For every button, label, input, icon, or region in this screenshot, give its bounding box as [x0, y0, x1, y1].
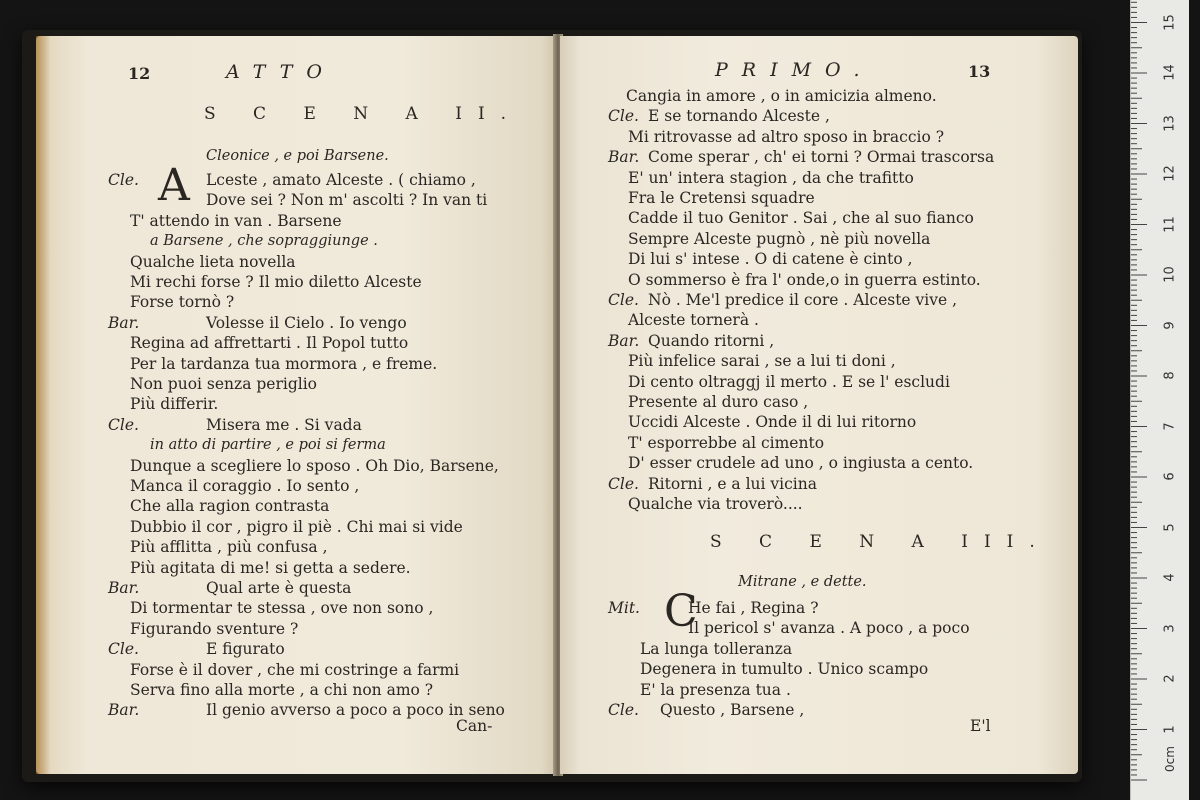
- verse-line: a Barsene , che sopraggiunge .: [150, 233, 378, 250]
- ruler-number: 12: [1162, 165, 1178, 182]
- verse-line: Volesse il Cielo . Io vengo: [206, 313, 407, 332]
- verse-line: Mi ritrovasse ad altro sposo in braccio ?: [628, 127, 945, 146]
- verse-line: Regina ad affrettarti . Il Popol tutto: [130, 334, 409, 353]
- verse-line: Dubbio il cor , pigro il piè . Chi mai si vide: [130, 517, 463, 536]
- verse-line: Che alla ragion contrasta: [130, 497, 330, 516]
- verse-line: Alceste tornerà .: [628, 311, 759, 330]
- left-scene-title: S C E N A II.: [204, 104, 523, 124]
- speaker-label: Bar.: [108, 701, 140, 720]
- right-page-text: [560, 36, 1078, 774]
- verse-line: Il genio avverso a poco a poco in seno: [206, 701, 505, 720]
- speaker-label: Cle.: [608, 291, 639, 309]
- verse-line: Figurando sventure ?: [130, 619, 299, 638]
- verse-line: Cadde il tuo Genitor . Sai , che al suo fianco: [628, 209, 974, 228]
- verse-line: O sommerso è fra l' onde,o in guerra estinto.: [628, 270, 981, 289]
- left-catchword: Can-: [456, 717, 493, 735]
- verse-line: Cangia in amore , o in amicizia almeno.: [626, 87, 937, 105]
- verse-line: Mi rechi forse ? Il mio diletto Alceste: [130, 273, 422, 291]
- verse-line: Di cento oltraggj il merto . E se l' escludi: [628, 372, 950, 391]
- verse-line: Degenera in tumulto . Unico scampo: [640, 660, 929, 679]
- right-page: [560, 36, 1078, 774]
- verse-line: Questo , Barsene ,: [660, 701, 805, 719]
- verse-line: E' la presenza tua .: [640, 680, 791, 699]
- ruler-number: 5: [1162, 522, 1178, 532]
- page-edge-stain: [36, 36, 50, 774]
- right-page-number: 13: [968, 62, 991, 81]
- ruler-number: 15: [1162, 13, 1178, 31]
- verse-line: Più afflitta , più confusa ,: [130, 538, 328, 557]
- verse-line: Il pericol s' avanza . A poco , a poco: [688, 619, 970, 638]
- speaker-label: Bar.: [608, 331, 640, 350]
- verse-line: Più agitata di me! si getta a sedere.: [130, 558, 411, 577]
- verse-line: Nò . Me'l predice il core . Alceste vive ,: [648, 291, 958, 309]
- ruler-number: 1: [1162, 724, 1178, 734]
- right-drop-cap: C: [664, 586, 698, 637]
- right-characters: Mitrane , e dette.: [738, 574, 867, 590]
- speaker-label: Cle.: [108, 415, 139, 434]
- speaker-label: Cle.: [608, 474, 639, 493]
- verse-line: T' esporrebbe al cimento: [628, 433, 825, 452]
- verse-line: Lceste , amato Alceste . ( chiamo ,: [206, 171, 476, 189]
- speaker-label: Bar.: [108, 579, 140, 597]
- verse-line: T' attendo in van . Barsene: [130, 211, 342, 230]
- ruler-number: 4: [1162, 573, 1178, 582]
- left-page-text: [36, 36, 557, 774]
- ruler-number: 10: [1162, 266, 1178, 283]
- ruler-ticks: [1131, 0, 1189, 800]
- speaker-label: Cle.: [608, 701, 639, 719]
- verse-line: in atto di partire , e poi si ferma: [150, 437, 386, 454]
- speaker-label: Bar.: [608, 148, 640, 167]
- ruler-number: 11: [1162, 215, 1178, 233]
- verse-line: Dove sei ? Non m' ascolti ? In van ti: [206, 191, 488, 210]
- ruler-number: 14: [1162, 64, 1178, 81]
- left-running-title: ATTO: [226, 61, 336, 83]
- verse-line: He fai , Regina ?: [688, 599, 819, 617]
- verse-line: Serva fino alla morte , a chi non amo ?: [130, 681, 434, 699]
- ruler-number: 6: [1162, 472, 1178, 481]
- verse-line: Fra le Cretensi squadre: [628, 189, 815, 207]
- verse-line: Quando ritorni ,: [648, 331, 775, 350]
- speaker-label: Cle.: [608, 107, 639, 126]
- verse-line: Più differir.: [130, 395, 219, 414]
- verse-line: Di lui s' intese . O di catene è cinto ,: [628, 250, 913, 269]
- left-page-number: 12: [128, 64, 151, 83]
- verse-line: Di tormentar te stessa , ove non sono ,: [130, 599, 434, 618]
- speaker-label: Bar.: [108, 313, 140, 332]
- verse-line: E' un' intera stagion , da che trafitto: [628, 168, 914, 187]
- ruler-number: 9: [1162, 320, 1178, 330]
- right-catchword: E'l: [970, 717, 991, 735]
- verse-line: E se tornando Alceste ,: [648, 107, 830, 126]
- verse-line: Qual arte è questa: [206, 579, 352, 597]
- verse-line: Manca il coraggio . Io sento ,: [130, 477, 360, 495]
- right-scene-title: S C E N A III.: [710, 532, 1051, 552]
- verse-line: Qualche lieta novella: [130, 252, 296, 271]
- verse-line: Presente al duro caso ,: [628, 393, 809, 411]
- left-characters: Cleonice , e poi Barsene.: [206, 148, 389, 164]
- verse-line: Forse è il dover , che mi costringe a farmi: [130, 660, 460, 679]
- verse-line: Dunque a scegliere lo sposo . Oh Dio, Barsene,: [130, 456, 499, 475]
- verse-line: Più infelice sarai , se a lui ti doni ,: [628, 352, 896, 371]
- speaker-label: Cle.: [108, 171, 139, 189]
- ruler-number: 3: [1162, 623, 1178, 633]
- verse-line: Ritorni , e a lui vicina: [648, 474, 817, 493]
- verse-line: Forse tornò ?: [130, 293, 235, 312]
- verse-line: Sempre Alceste pugnò , nè più novella: [628, 229, 931, 248]
- ruler-unit-label: 0cm: [1163, 746, 1177, 772]
- ruler-number: 13: [1162, 114, 1178, 132]
- left-drop-cap: A: [158, 160, 190, 211]
- verse-line: Come sperar , ch' ei torni ? Ormai trascorsa: [648, 148, 995, 167]
- right-running-title: PRIMO.: [715, 59, 874, 81]
- ruler-number: 7: [1162, 421, 1178, 431]
- left-page: [36, 36, 557, 774]
- verse-line: Qualche via troverò....: [628, 495, 803, 513]
- verse-line: Misera me . Si vada: [206, 415, 362, 434]
- ruler-number: 8: [1162, 371, 1178, 380]
- verse-line: Non puoi senza periglio: [130, 375, 317, 393]
- verse-line: E figurato: [206, 640, 285, 659]
- verse-line: La lunga tolleranza: [640, 639, 793, 658]
- verse-line: D' esser crudele ad uno , o ingiusta a cento.: [628, 454, 974, 473]
- speaker-label: Cle.: [108, 640, 139, 659]
- measurement-ruler: [1130, 0, 1189, 800]
- speaker-label: Mit.: [608, 599, 640, 617]
- verse-line: Uccidi Alceste . Onde il di lui ritorno: [628, 413, 917, 432]
- verse-line: Per la tardanza tua mormora , e freme.: [130, 354, 438, 373]
- ruler-number: 2: [1162, 674, 1178, 683]
